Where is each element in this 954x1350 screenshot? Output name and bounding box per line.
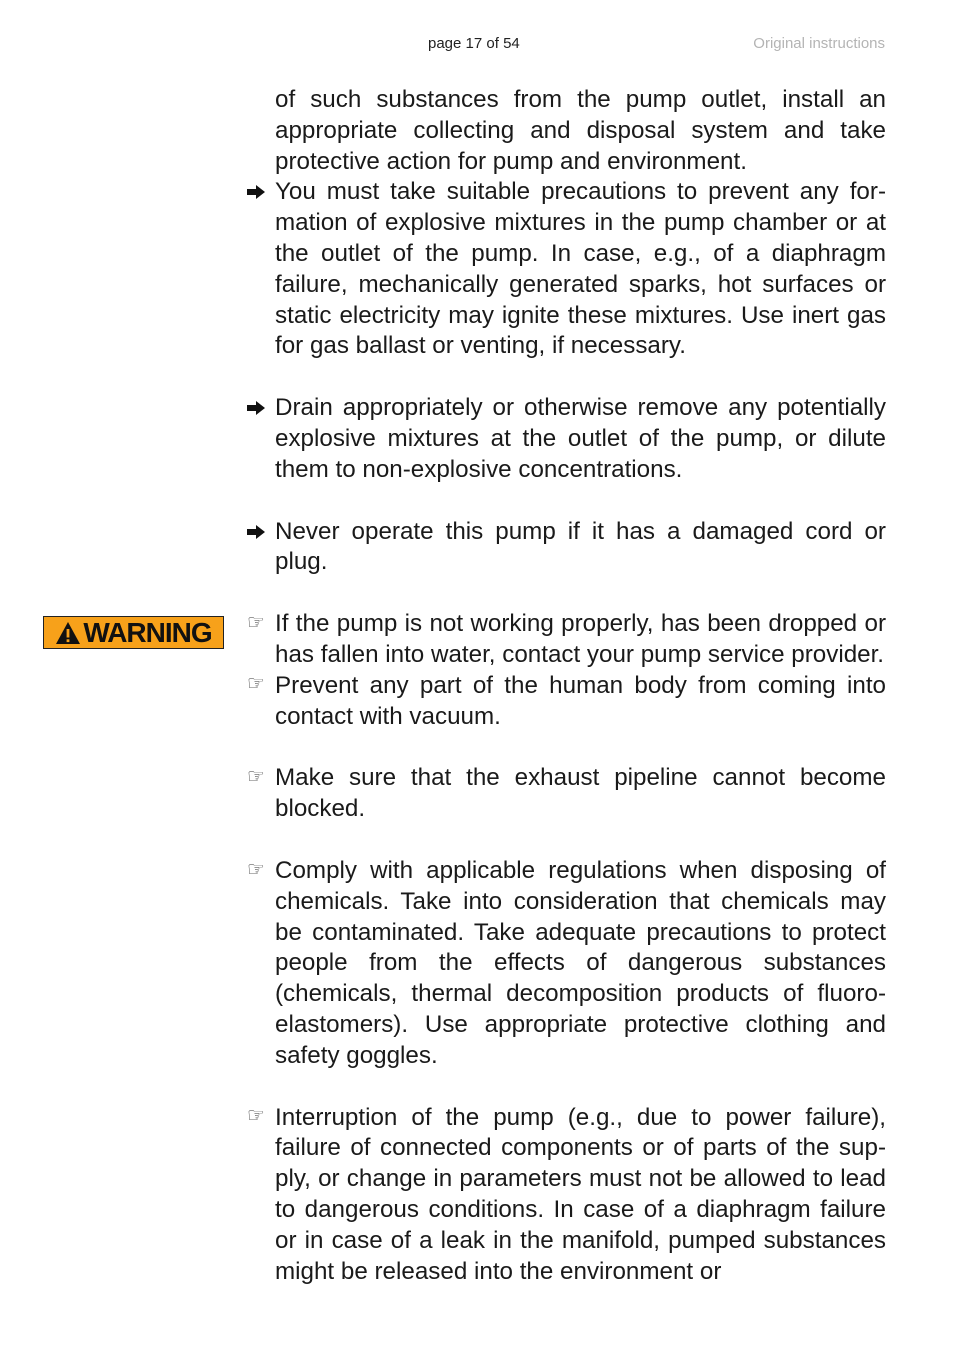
pointing-hand-icon: ☞ [247,673,265,696]
paragraph-text: You must take suitable precautions to prevent any formation of explosive mixtures in the pump chamber or at the outlet of the pump. In case, e.g., of a diaphragm failure, mechanically generated sparks, hot surfaces or static electricity may ignite these mixtures. Use inert gas for gas ballast or venting, if necessary. [275,178,886,360]
page-number: page 17 of 54 [428,35,520,52]
paragraph-text: Never operate this pump if it has a damaged cord or plug. [275,517,886,576]
arrow-right-icon [244,393,268,423]
warning-text: WARNING [83,616,212,648]
paragraph-text: Make sure that the exhaust pipeline cannot become blocked. [275,764,886,823]
arrow-right-icon [244,517,268,547]
list-item [240,177,886,362]
warning-triangle-icon [55,621,81,645]
paragraph-text: of such substances from the pump outlet, install an appropriate collecting and disposal system and take protective action for pump and environment. [275,86,886,175]
paragraph-text: Drain appropriately or otherwise remove any potentially explosive mixtures at the outlet of the pump, or dilute them to non-explosive concentrations. [275,394,886,483]
pointing-hand-icon: ☞ [247,611,265,634]
list-item [240,856,886,1072]
list-item [240,393,886,485]
page-header [0,35,954,55]
paragraph-continuation [240,85,886,177]
warning-label [43,616,224,649]
list-item [240,609,886,671]
document-type-label: Original instructions [753,35,885,52]
pointing-hand-icon: ☞ [247,765,265,788]
paragraph-text: Prevent any part of the human body from coming into contact with vacuum. [275,671,886,730]
list-item [240,671,886,733]
list-item [240,517,886,579]
paragraph-text: If the pump is not working properly, has been dropped or has fallen into water, contact your pump service provider. [275,610,886,668]
list-item [240,1103,886,1288]
arrow-right-icon [244,177,268,207]
pointing-hand-icon: ☞ [247,858,265,881]
instructions-body [240,85,886,1287]
pointing-hand-icon: ☞ [247,1105,265,1128]
paragraph-text: Comply with applicable regulations when disposing of chemicals. Take into consideration that chemicals may be contaminated. Take adequate precautions to protect people from the effects of dangerous substances (chemicals, thermal decomposition products of fluoroelastomers). Use appropriate protective clothing and safety goggles. [275,856,886,1069]
list-item [240,763,886,825]
paragraph-text: Interruption of the pump (e.g., due to power failure), failure of connected components or of parts of the supply, or change in parameters must not be allowed to lead to dangerous conditions. In case of a diaphragm failure or in case of a leak in the manifold, pumped substances might be released into the environment or [275,1103,886,1285]
